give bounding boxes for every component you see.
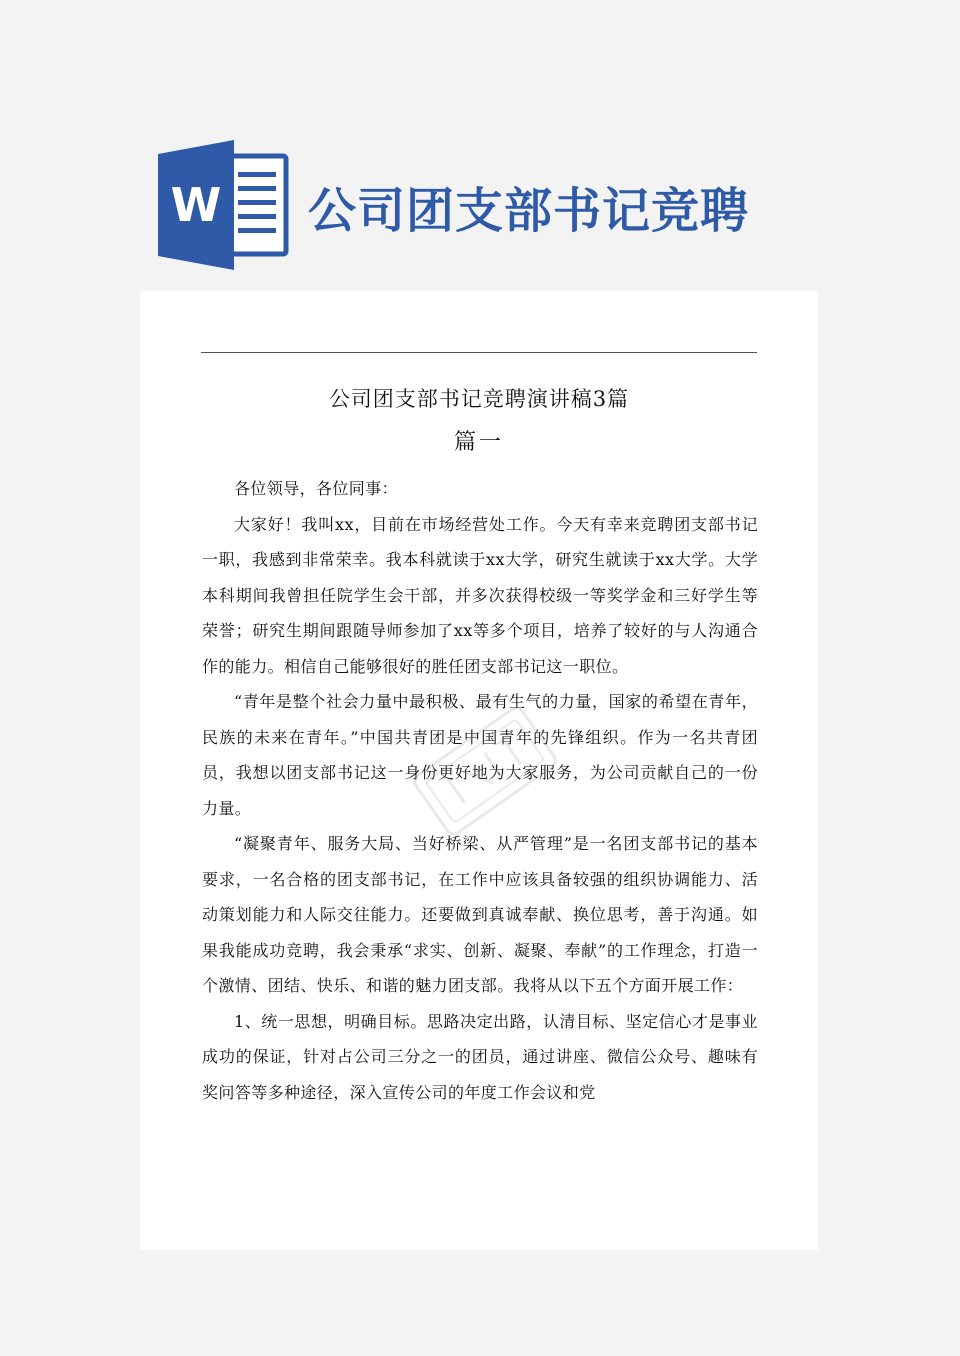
paragraph: 1、统一思想，明确目标。思路决定出路，认清目标、坚定信心才是事业成功的保证，针对占公司三分之一的团员，通过讲座、微信公众号、趣味有奖问答等多种途径，深入宣传公司的年度工作会议和党 bbox=[202, 1011, 758, 1102]
document-subtitle: 篇一 bbox=[453, 430, 504, 455]
banner-title: 公司团支部书记竞聘 bbox=[308, 183, 750, 239]
word-document-icon bbox=[158, 140, 290, 270]
paragraph-greeting: 各位领导，各位同事： bbox=[234, 479, 399, 498]
document-page bbox=[140, 291, 818, 1250]
logo-letter: W bbox=[170, 178, 222, 232]
banner bbox=[0, 0, 960, 290]
paragraph: “凝聚青年、服务大局、当好桥梁、从严管理”是一名团支部书记的基本要求，一名合格的团支部书记，在工作中应该具备较强的组织协调能力、活动策划能力和人际交往能力。还要做到真诚奉献、换位思考，善于沟通。如果我能成功竞聘，我会秉承“求实、创新、凝聚、奉献”的工作理念，打造一个激情、团结、快乐、和谐的魅力团支部。我将从以下五个方面开展工作： bbox=[202, 834, 758, 995]
document-body bbox=[202, 471, 758, 1110]
header-rule bbox=[201, 352, 757, 353]
paragraph: 大家好！我叫xx，目前在市场经营处工作。今天有幸来竞聘团支部书记一职，我感到非常荣幸。我本科就读于xx大学，研究生就读于xx大学。大学本科期间我曾担任院学生会干部，并多次获得校级一等奖学金和三好学生等荣誉；研究生期间跟随导师参加了xx等多个项目，培养了较好的与人沟通合作的能力。相信自己能够很好的胜任团支部书记这一职位。 bbox=[202, 514, 758, 676]
document-title: 公司团支部书记竞聘演讲稿3篇 bbox=[328, 387, 630, 411]
paragraph: “青年是整个社会力量中最积极、最有生气的力量，国家的希望在青年，民族的未来在青年。”中国共青团是中国青年的先锋组织。作为一名共青团员，我想以团支部书记这一身份更好地为大家服务，为公司贡献自己的一份力量。 bbox=[202, 692, 758, 818]
